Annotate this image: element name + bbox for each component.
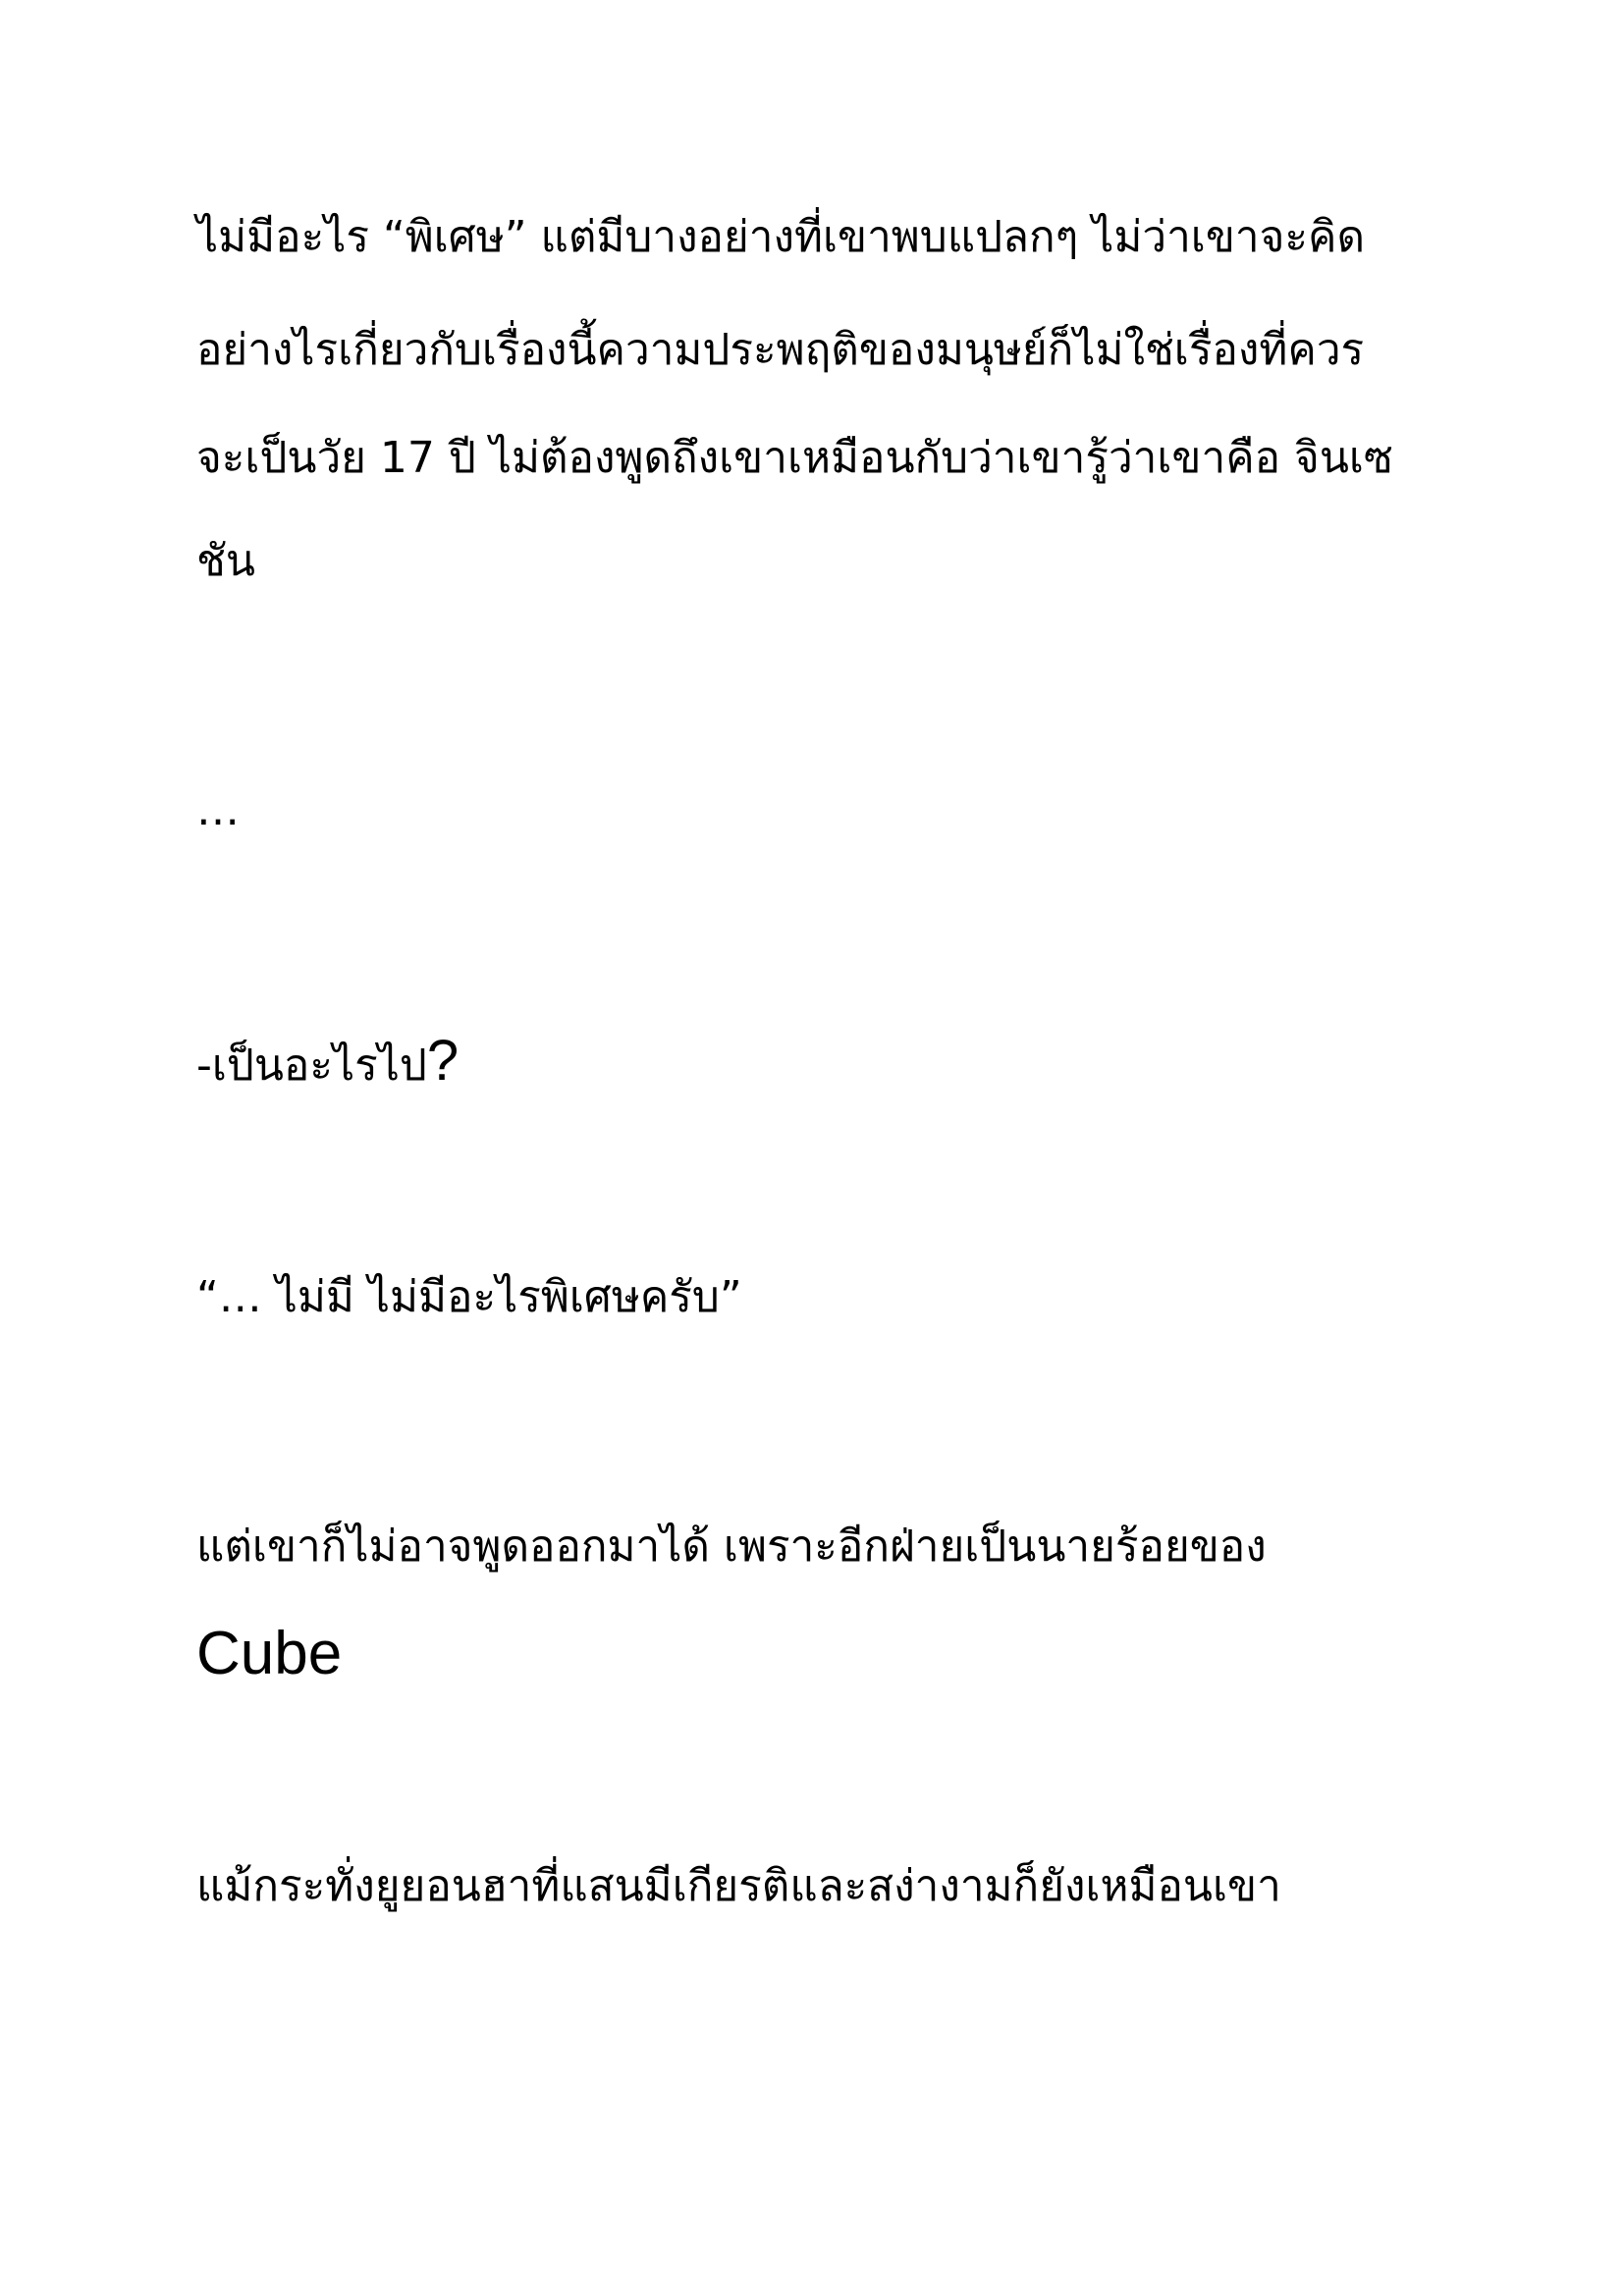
paragraph-1-line-4: ชัน (196, 536, 255, 586)
paragraph-1-line-1: ไม่มีอะไร “พิเศษ” แต่มีบางอย่างที่เขาพบแปลกๆ ไม่ว่าเขาจะคิด (196, 212, 1366, 262)
paragraph-5-line-1: แต่เขาก็ไม่อาจพูดออกมาได้ เพราะอีกฝ่ายเป็นนายร้อยของ (196, 1522, 1267, 1572)
question-line (196, 1027, 459, 1095)
paragraph-1-line-3: จะเป็นวัย 17 ปี ไม่ต้องพูดถึงเขาเหมือนกับว่าเขารู้ว่าเขาคือ จินเซ (196, 433, 1393, 483)
question-mark: ? (426, 1029, 460, 1093)
paragraph-5-line-2: Cube (196, 1620, 343, 1687)
question-text: -เป็นอะไรไป (196, 1041, 427, 1091)
paragraph-6-line-1: แม้กระทั่งยูยอนฮาที่แสนมีเกียรติและสง่างามก็ยังเหมือนเขา (196, 1861, 1281, 1911)
paragraph-1-line-2: อย่างไรเกี่ยวกับเรื่องนี้ความประพฤติของมนุษย์ก็ไม่ใช่เรื่องที่ควร (196, 325, 1365, 375)
ellipsis-line: … (196, 785, 240, 835)
quoted-reply-line: “… ไม่มี ไม่มีอะไรพิเศษครับ” (196, 1272, 742, 1322)
